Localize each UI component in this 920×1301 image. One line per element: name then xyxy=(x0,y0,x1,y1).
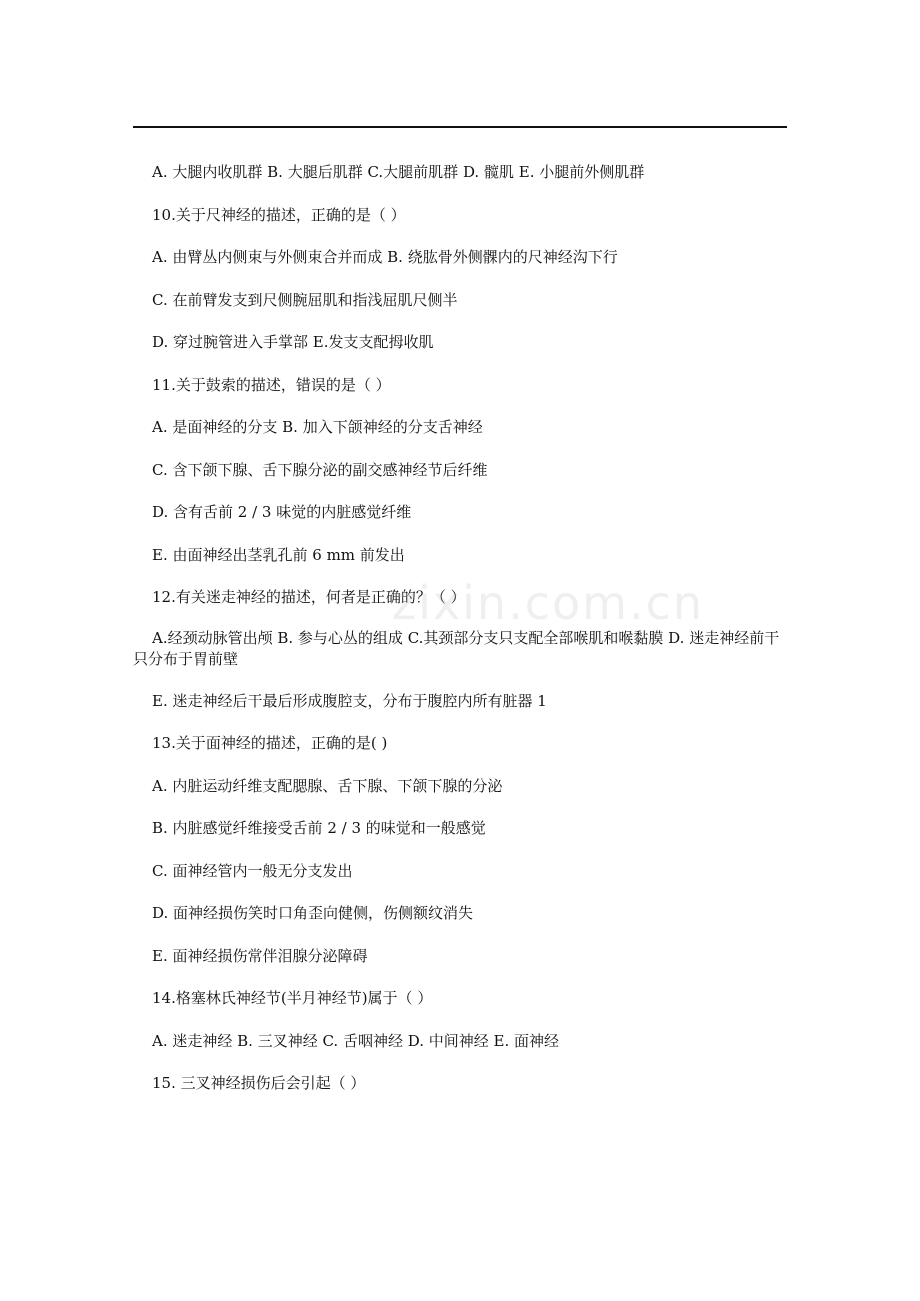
option-line-q13-c: C. 面神经管内一般无分支发出 xyxy=(152,861,353,880)
option-line-q10-c: C. 在前臂发支到尺侧腕屈肌和指浅屈肌尺侧半 xyxy=(152,290,458,309)
option-line-q14: A. 迷走神经 B. 三叉神经 C. 舌咽神经 D. 中间神经 E. 面神经 xyxy=(152,1031,559,1050)
header-rule xyxy=(133,126,787,128)
watermark: zixin.com.cn xyxy=(392,576,705,630)
document-body xyxy=(133,160,787,1114)
option-line-q13-e: E. 面神经损伤常伴泪腺分泌障碍 xyxy=(152,946,368,965)
option-line-q11-c: C. 含下颌下腺、舌下腺分泌的副交感神经节后纤维 xyxy=(152,460,488,479)
option-line-q10-ab: A. 由臂丛内侧束与外侧束合并而成 B. 绕肱骨外侧髁内的尺神经沟下行 xyxy=(152,248,618,266)
question-10: 10.关于尺神经的描述，正确的是（ ） xyxy=(152,205,406,224)
option-line-q11-ab: A. 是面神经的分支 B. 加入下颌神经的分支舌神经 xyxy=(152,418,483,436)
option-line-q12-e: E. 迷走神经后干最后形成腹腔支，分布于腹腔内所有脏器 1 xyxy=(152,691,547,710)
question-15: 15. 三叉神经损伤后会引起（ ） xyxy=(152,1074,366,1092)
question-11: 11.关于鼓索的描述，错误的是（ ） xyxy=(152,375,391,394)
question-14: 14.格塞林氏神经节(半月神经节)属于（ ） xyxy=(152,989,433,1007)
question-13: 13.关于面神经的描述，正确的是( ) xyxy=(152,734,388,752)
option-line-q10-de: D. 穿过腕管进入手掌部 E.发支支配拇收肌 xyxy=(152,333,434,351)
option-line-q13-a: A. 内脏运动纤维支配腮腺、舌下腺、下颌下腺的分泌 xyxy=(152,776,503,795)
option-line-q11-d: D. 含有舌前 2 / 3 味觉的内脏感觉纤维 xyxy=(152,503,412,521)
option-line-q12-abcd: A.经颈动脉管出颅 B. 参与心丛的组成 C.其颈部分支只支配全部喉肌和喉黏膜 D. 迷走神经前干只分布于胃前壁 xyxy=(133,628,780,668)
option-line-q13-d: D. 面神经损伤笑时口角歪向健侧，伤侧额纹消失 xyxy=(152,904,474,922)
option-line-q13-b: B. 内脏感觉纤维接受舌前 2 / 3 的味觉和一般感觉 xyxy=(152,819,486,837)
question-12: 12.有关迷走神经的描述，何者是正确的？（ ） xyxy=(152,588,466,606)
option-line-q11-e: E. 由面神经出茎乳孔前 6 mm 前发出 xyxy=(152,545,405,564)
option-line-q9: A. 大腿内收肌群 B. 大腿后肌群 C.大腿前肌群 D. 髋肌 E. 小腿前外侧肌群 xyxy=(152,163,645,181)
